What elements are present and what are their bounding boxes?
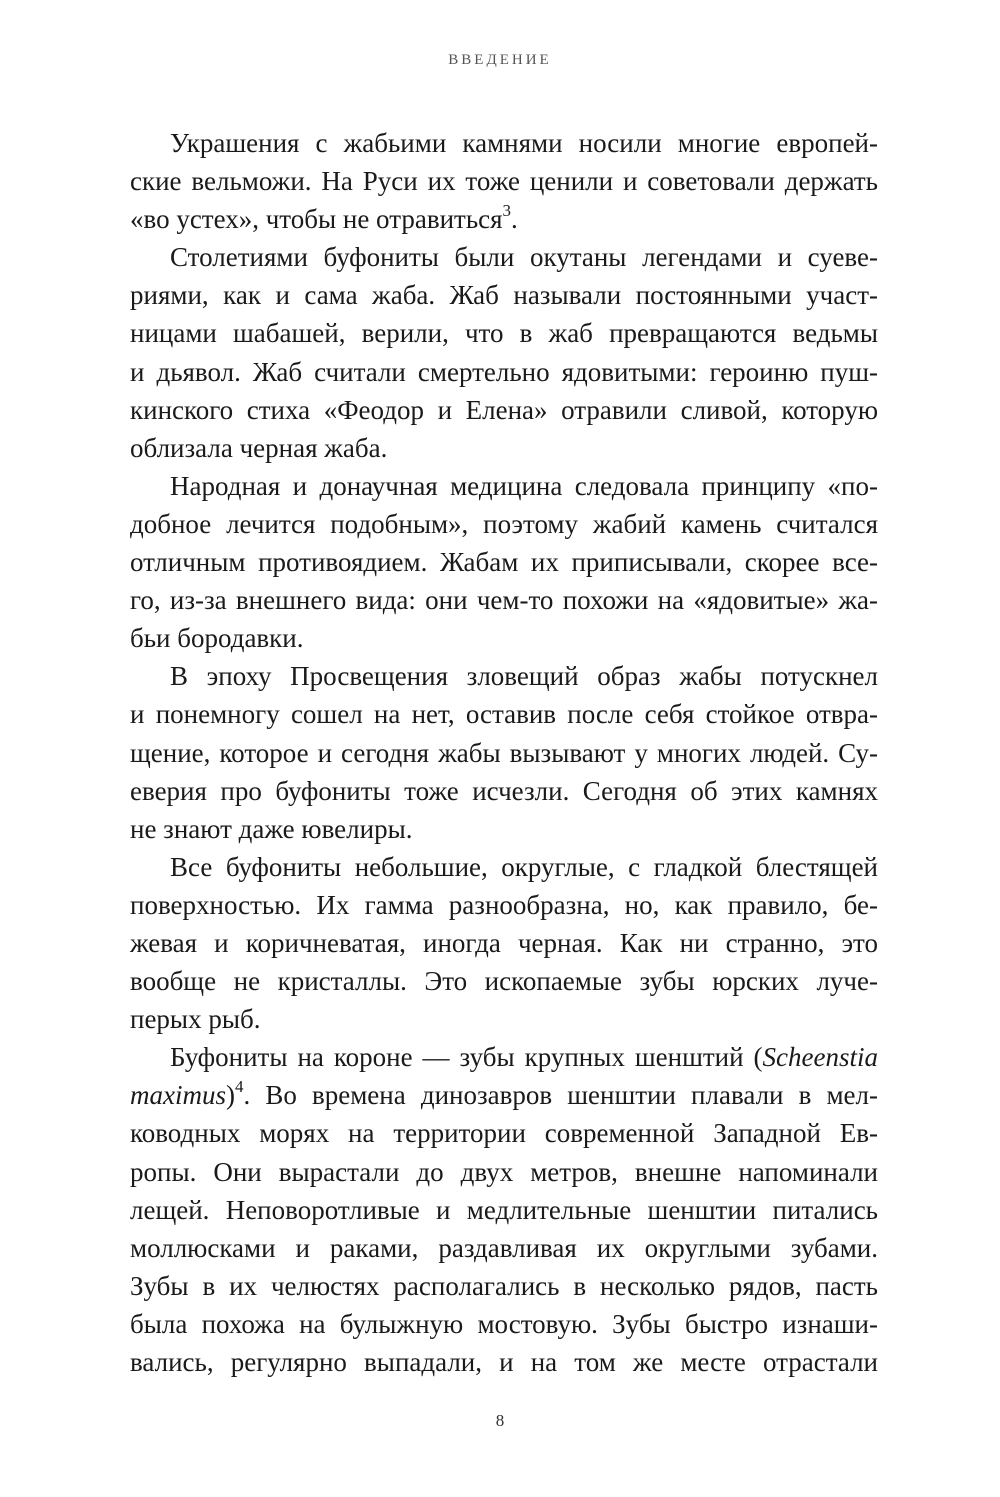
paragraph-6 [130, 1038, 878, 1381]
footnote-ref-3[interactable]: 3 [502, 201, 512, 221]
paragraph-3 [130, 467, 878, 657]
text-fragment: . Во времена динозавров шенштии плавали в мел- [243, 1080, 878, 1111]
text-line [130, 1076, 878, 1114]
text-line: не знают даже ювелиры. [130, 813, 413, 844]
text-line: ководных морях на территории современной Западной Ев- [130, 1118, 878, 1149]
paragraph-1 [130, 124, 878, 238]
text-fragment: ) [226, 1080, 235, 1111]
body-text [130, 124, 878, 1381]
text-line: перых рыб. [130, 1004, 261, 1035]
paragraph-4 [130, 657, 878, 847]
footnote-ref-4[interactable]: 4 [235, 1077, 244, 1097]
text-line: и понемногу сошел на нет, оставив после себя стойкое отвра- [130, 699, 878, 730]
running-head: ВВЕДЕНИЕ [448, 52, 552, 68]
paragraph-5 [130, 848, 878, 1038]
text-line: Зубы в их челюстях располагались в несколько рядов, пасть [130, 1270, 878, 1301]
text-fragment: Буфониты на короне — зубы крупных шенштий ( [170, 1042, 763, 1073]
text-fragment: . [511, 204, 518, 235]
text-line: Все буфониты небольшие, округлые, с гладкой блестящей [170, 851, 878, 882]
text-line: ские вельможи. На Руси их тоже ценили и советовали держать [130, 166, 878, 197]
text-line: облизала черная жаба. [130, 432, 388, 463]
text-line: щение, которое и сегодня жабы вызывают у многих людей. Су- [130, 737, 878, 768]
page-number: 8 [495, 1411, 505, 1430]
text-line: была похожа на булыжную мостовую. Зубы быстро изнаши- [130, 1308, 878, 1339]
text-line: еверия про буфониты тоже исчезли. Сегодня об этих камнях [130, 775, 878, 806]
text-line: бьи бородавки. [130, 623, 304, 654]
text-line: и дьявол. Жаб считали смертельно ядовитыми: героиню пуш- [130, 356, 878, 387]
text-line: лещей. Неповоротливые и медлительные шенштии питались [130, 1194, 878, 1225]
text-line: кинского стиха «Феодор и Елена» отравили сливой, которую [130, 394, 878, 425]
text-line: жевая и коричневатая, иногда черная. Как ни странно, это [130, 927, 878, 958]
text-line: моллюсками и раками, раздавливая их округлыми зубами. [130, 1232, 878, 1263]
text-line: Народная и донаучная медицина следовала принципу «по- [170, 470, 878, 501]
text-fragment: «во устех», чтобы не отравиться [130, 204, 503, 235]
text-line: вообще не кристаллы. Это ископаемые зубы юрских луче- [130, 966, 878, 997]
text-line [130, 200, 878, 238]
species-name-italic: maximus [130, 1080, 226, 1111]
text-line: ницами шабашей, верили, что в жаб превращаются ведьмы [130, 318, 878, 349]
paragraph-2 [130, 238, 878, 467]
text-line: поверхностью. Их гамма разнообразна, но, как правило, бе- [130, 889, 878, 920]
species-name-italic: Scheenstia [762, 1042, 878, 1073]
text-line: вались, регулярно выпадали, и на том же месте отрастали [130, 1347, 878, 1377]
text-line: Столетиями буфониты были окутаны легендами и суеве- [170, 242, 878, 273]
text-line: добное лечится подобным», поэтому жабий камень считался [130, 508, 878, 539]
text-line: риями, как и сама жаба. Жаб называли постоянными участ- [130, 280, 878, 311]
text-line: Украшения с жабьими камнями носили многие европей- [170, 128, 878, 158]
text-line: го, из-за внешнего вида: они чем-то похожи на «ядовитые» жа- [130, 585, 878, 616]
text-line: отличным противоядием. Жабам их приписывали, скорее все- [130, 547, 878, 578]
text-line: ропы. Они вырастали до двух метров, внешне напоминали [130, 1156, 878, 1187]
text-line: В эпоху Просвещения зловещий образ жабы потускнел [170, 661, 878, 692]
text-line [130, 1038, 878, 1076]
